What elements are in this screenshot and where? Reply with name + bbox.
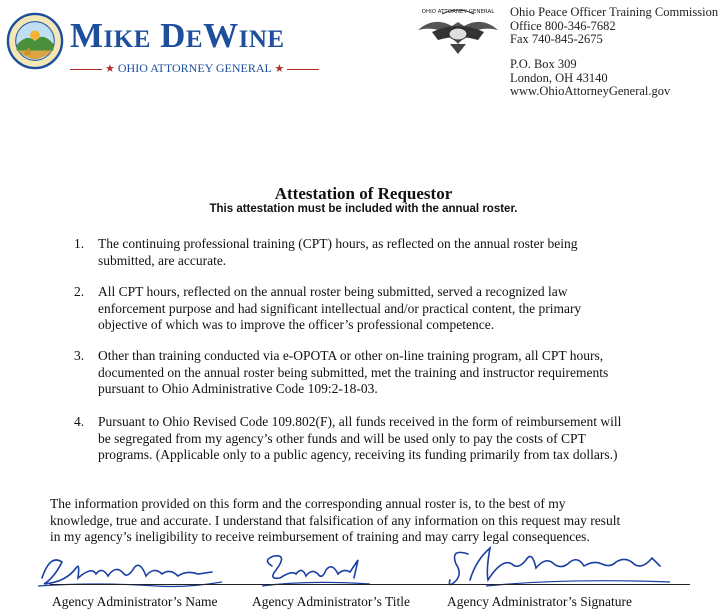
item-number: 2.	[74, 284, 85, 299]
attorney-general-name: Mike DeWine	[70, 16, 285, 55]
po-box: P.O. Box 309	[510, 57, 577, 71]
logo-text: OHIO ATTORNEY GENERAL	[421, 9, 495, 15]
star-icon: ★	[274, 63, 285, 75]
item-line: be segregated from my agency’s other funds and will be used only to pay the costs of CPT	[98, 430, 586, 446]
item-number: 4.	[74, 414, 85, 429]
certification-line: knowledge, true and accurate. I understand that falsification of any information on this request may result	[50, 512, 621, 528]
city-state-zip: London, OH 43140	[510, 70, 608, 85]
attorney-general-title: OHIO ATTORNEY GENERAL	[117, 61, 272, 75]
item-line: objective of which was to improve the officer’s professional competence.	[98, 317, 495, 332]
administrator-title-label: Agency Administrator’s Title	[252, 594, 411, 609]
website-link: www.OhioAttorneyGeneral.gov	[510, 84, 671, 98]
commission-name: Ohio Peace Officer Training Commission	[510, 5, 719, 19]
item-line: Pursuant to Ohio Revised Code 109.802(F), all funds received in the form of reimbursement will	[98, 414, 622, 429]
contact-block	[510, 6, 718, 47]
administrator-signature-label: Agency Administrator’s Signature	[447, 594, 632, 609]
address-block	[510, 58, 670, 99]
handwritten-name-signature	[36, 548, 226, 592]
item-line: The continuing professional training (CPT) hours, as reflected on the annual roster being	[98, 236, 578, 251]
ohio-seal-icon	[6, 12, 64, 70]
fax-number: Fax 740-845-2675	[510, 32, 603, 46]
item-line: submitted, are accurate.	[98, 252, 227, 268]
divider	[70, 69, 102, 70]
item-line: All CPT hours, reflected on the annual roster being submitted, served a recognized law	[98, 284, 568, 299]
attorney-general-eagle-logo-icon	[412, 4, 504, 56]
item-line: pursuant to Ohio Administrative Code 109:2-18-03.	[98, 381, 378, 396]
attorney-general-subtitle	[70, 60, 296, 77]
signature-line	[50, 584, 690, 585]
item-line: enforcement purpose and had significant intellectual and/or practical content, the primary	[98, 300, 582, 316]
item-line: Other than training conducted via e-OPOTA or other on-line training program, all CPT hours,	[98, 348, 604, 363]
administrator-name-label: Agency Administrator’s Name	[52, 594, 218, 609]
star-icon: ★	[105, 63, 115, 75]
certification-line: in my agency’s ineligibility to receive reimbursement of training and may carry legal consequences.	[50, 529, 590, 544]
certification-paragraph	[50, 496, 670, 546]
handwritten-title-signature	[258, 548, 378, 592]
item-line: programs. (Applicable only to a public agency, receiving its funding primarily from tax dollars.)	[98, 447, 618, 462]
certification-line: The information provided on this form and the corresponding annual roster is, to the best of my	[50, 496, 566, 511]
item-number: 1.	[74, 236, 85, 251]
page-title: Attestation of Requestor	[274, 184, 453, 203]
office-phone: Office 800-346-7682	[510, 18, 616, 33]
page-subtitle: This attestation must be included with the annual roster.	[209, 203, 518, 215]
item-number: 3.	[74, 348, 85, 363]
item-line: documented on the annual roster being submitted, met the training and instructor requirements	[98, 364, 609, 380]
divider	[287, 69, 319, 70]
